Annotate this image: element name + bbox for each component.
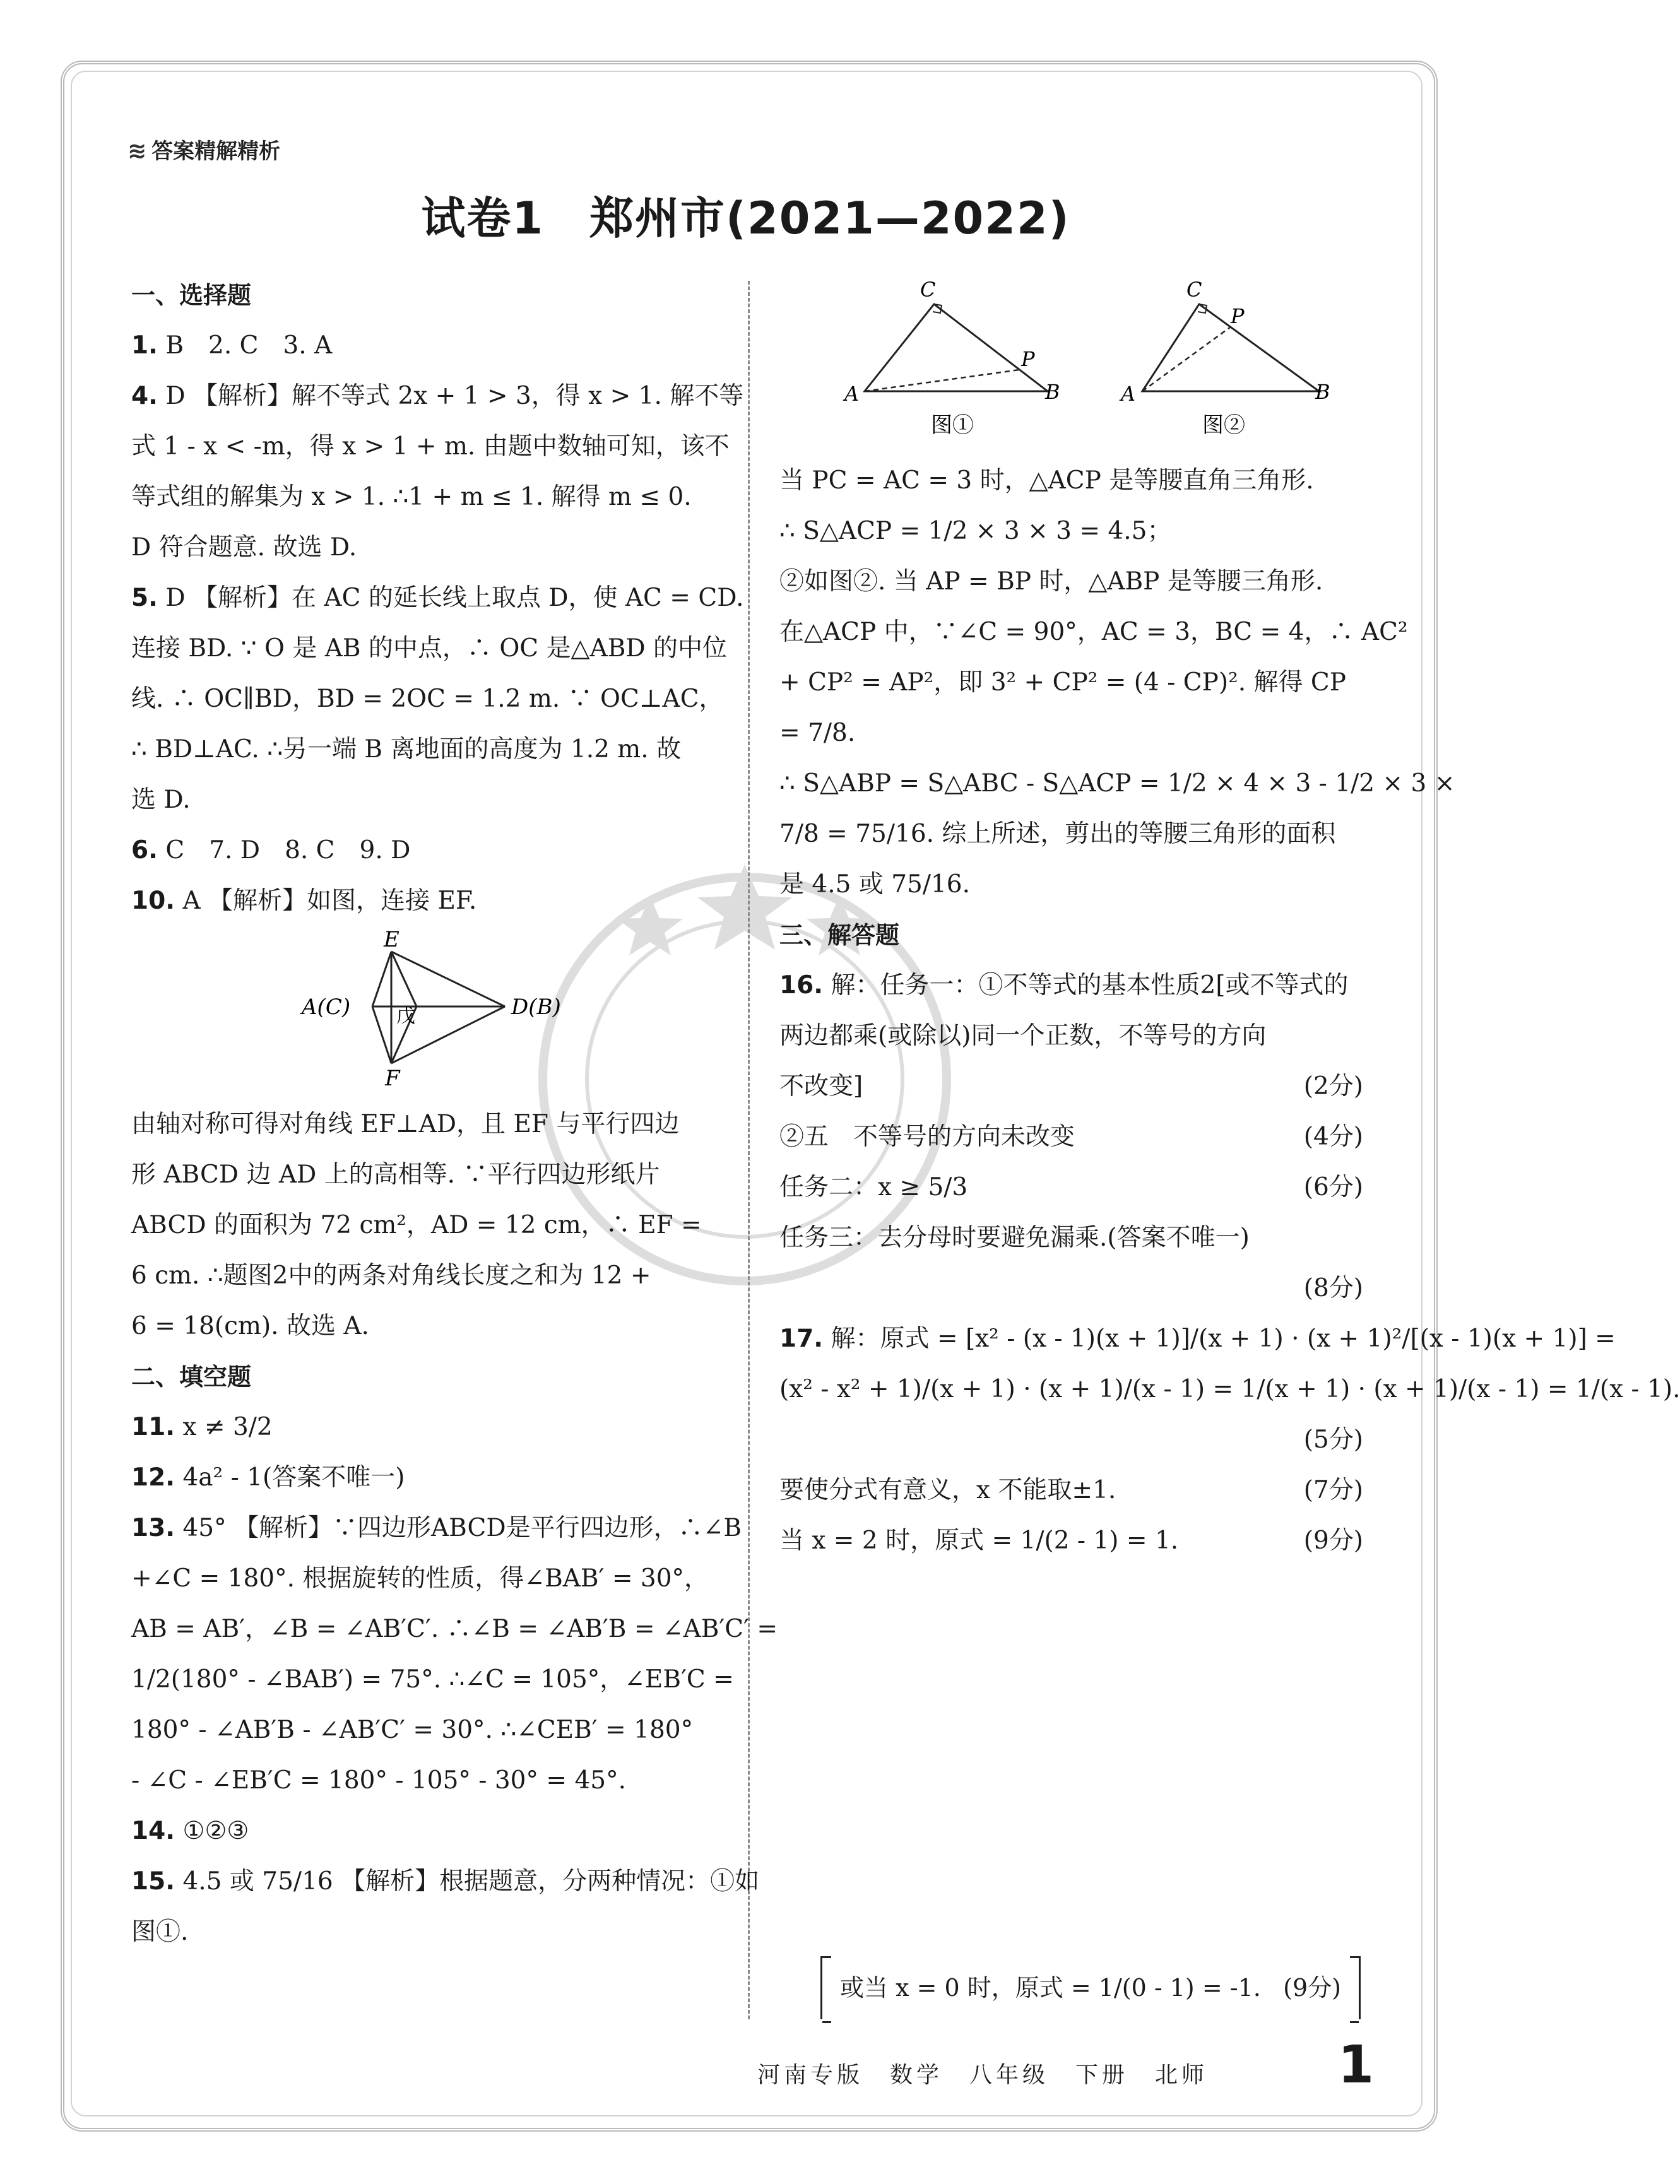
answer-line [779, 1516, 1363, 1566]
fig2-label-B: B [1315, 380, 1330, 404]
answer-line [779, 557, 1363, 607]
answer-text: ∴ S△ABP = S△ABC - S△ACP = 1/2 × 4 × 3 - 1/2 × 3 × [779, 769, 1455, 798]
question-number: 17. [779, 1325, 824, 1353]
answer-line [131, 1453, 718, 1503]
answer-text: 当 x = 2 时，原式 = 1/(2 - 1) = 1. [779, 1526, 1179, 1555]
answer-text: ②如图②. 当 AP = BP 时，△ABP 是等腰三角形. [779, 567, 1323, 596]
section-heading-text: 三、解答题 [779, 921, 900, 949]
score-mark: (5分) [1303, 1426, 1363, 1454]
header-tag [127, 134, 280, 165]
fig1-label-B: B [1045, 380, 1060, 404]
page-number: 1 [1338, 2035, 1375, 2095]
question-number: 11. [131, 1413, 175, 1441]
answer-line [779, 758, 1455, 809]
answer-text: 7/8 = 75/16. 综上所述，剪出的等腰三角形的面积 [779, 820, 1336, 848]
answer-line [131, 623, 728, 674]
answer-line [131, 1856, 760, 1907]
answer-text: 在△ACP 中，∵∠C = 90°，AC = 3，BC = 4，∴ AC² [779, 618, 1408, 646]
answer-line [131, 422, 730, 472]
answer-text: ABCD 的面积为 72 cm²，AD = 12 cm，∴ EF = [131, 1211, 702, 1239]
answer-line [779, 658, 1363, 708]
section-heading [131, 270, 718, 321]
answer-line [131, 1907, 718, 1957]
answer-line [779, 1465, 1363, 1516]
answer-line [131, 522, 718, 573]
left-column-bottom [131, 1099, 778, 1957]
answer-line [131, 1756, 718, 1806]
answer-line [131, 1251, 718, 1301]
answer-line [779, 960, 1363, 1011]
answer-text: 4a² - 1(答案不唯一) [175, 1463, 405, 1492]
answer-text: 线. ∴ OC∥BD，BD = 2OC = 1.2 m. ∵ OC⊥AC， [131, 685, 724, 713]
answer-line [779, 1061, 1363, 1112]
answer-line [779, 1415, 1363, 1465]
alternative-answer-box [820, 1956, 1361, 2019]
answer-line [131, 371, 744, 422]
fig1-label-P: P [1021, 347, 1035, 371]
answer-line [779, 1162, 1363, 1213]
footer-edition: 河南专版 数学 八年级 下册 北师 [757, 2062, 1209, 2088]
answer-line [779, 1011, 1363, 1061]
question-number: 6. [131, 836, 158, 865]
answer-text: D 符合题意. 故选 D. [131, 533, 357, 562]
answer-text: + CP² = AP²，即 3² + CP² = (4 - CP)². 解得 CP [779, 668, 1347, 697]
answer-text: 等式组的解集为 x > 1. ∴1 + m ≤ 1. 解得 m ≤ 0. [131, 483, 692, 511]
answer-text: 解：任务一：①不等式的基本性质2[或不等式的 [823, 971, 1349, 1000]
question-number: 5. [131, 584, 158, 612]
answer-text: 两边都乘(或除以)同一个正数，不等号的方向 [779, 1022, 1267, 1050]
answer-line [779, 859, 1363, 910]
question-number: 12. [131, 1463, 175, 1492]
answer-text: A 【解析】如图，连接 EF. [175, 887, 477, 915]
answer-text: D 【解析】解不等式 2x + 1 > 3，得 x > 1. 解不等 [157, 382, 744, 410]
answer-line [131, 1604, 778, 1655]
answer-line [779, 1112, 1363, 1162]
header-tag-text: 答案精解精析 [151, 139, 281, 164]
answer-line [131, 876, 718, 926]
answer-text: 任务二：x ≥ 5/3 [779, 1173, 968, 1201]
wave-icon: ≋ [127, 138, 147, 164]
answer-text: (x² - x² + 1)/(x + 1) · (x + 1)/(x - 1) = 1/(x + 1) · (x + 1)/(x - 1) = 1/(x - 1). [779, 1375, 1680, 1403]
answer-text: 4.5 或 75/16 【解析】根据题意，分两种情况：①如 [175, 1867, 760, 1896]
kite-label-A: A(C) [302, 995, 351, 1020]
alternative-answer-text: 或当 x = 0 时，原式 = 1/(0 - 1) = -1. [840, 1974, 1261, 2002]
triangle-figures [833, 278, 1351, 448]
answer-text: - ∠C - ∠EB′C = 180° - 105° - 30° = 45°. [131, 1766, 626, 1795]
answer-line [131, 321, 718, 371]
question-number: 16. [779, 971, 824, 1000]
fig1-caption: 图① [931, 413, 974, 438]
answer-line [779, 1364, 1680, 1415]
kite-label-E: E [384, 927, 399, 952]
figure-1 [843, 278, 1060, 438]
score-mark: (8分) [1303, 1274, 1363, 1302]
answer-text: 是 4.5 或 75/16. [779, 870, 971, 899]
question-number: 1. [131, 331, 158, 360]
alternative-answer-score: (9分) [1283, 1974, 1341, 2002]
answer-line [131, 1150, 718, 1200]
fig1-label-C: C [920, 278, 936, 302]
kite-label-D: D(B) [511, 995, 561, 1020]
answer-line [131, 674, 724, 724]
answer-line [131, 775, 718, 825]
column-divider [748, 281, 750, 2019]
question-number: 4. [131, 382, 158, 410]
answer-text: 式 1 - x < -m，得 x > 1 + m. 由题中数轴可知，该不 [131, 432, 730, 461]
fig2-label-C: C [1186, 278, 1202, 302]
answer-line [131, 472, 718, 522]
kite-figure [297, 927, 593, 1091]
answer-line [131, 724, 718, 775]
right-column [779, 456, 1680, 1566]
answer-text: 当 PC = AC = 3 时，△ACP 是等腰直角三角形. [779, 466, 1314, 495]
answer-text: 180° - ∠AB′B - ∠AB′C′ = 30°. ∴∠CEB′ = 180° [131, 1716, 694, 1744]
answer-text: 不改变] [779, 1072, 863, 1101]
answer-line [779, 1263, 1363, 1314]
answer-line [779, 708, 1363, 758]
fig2-label-A: A [1121, 382, 1136, 406]
fig2-caption: 图② [1202, 413, 1245, 438]
question-number: 13. [131, 1514, 175, 1542]
score-mark: (4分) [1303, 1123, 1363, 1151]
answer-text: B 2. C 3. A [157, 331, 333, 360]
answer-line [779, 1213, 1363, 1263]
section-heading-text: 二、填空题 [131, 1363, 252, 1391]
answer-text: 选 D. [131, 786, 191, 814]
answer-line [779, 506, 1363, 557]
answer-text: 45° 【解析】∵四边形ABCD是平行四边形，∴∠B [175, 1514, 742, 1542]
figure-2 [1119, 278, 1330, 438]
answer-text: ①②③ [175, 1817, 249, 1845]
answer-text: = 7/8. [779, 719, 856, 747]
page-title: 试卷1 郑州市(2021—2022) [421, 192, 1070, 244]
section-heading [131, 1352, 718, 1402]
answer-text: 由轴对称可得对角线 EF⊥AD，且 EF 与平行四边 [131, 1110, 680, 1138]
answer-line [131, 825, 718, 876]
score-mark: (7分) [1303, 1476, 1363, 1504]
answer-line [779, 809, 1363, 859]
answer-line [131, 1503, 742, 1554]
answer-line [131, 1099, 718, 1150]
answer-line [131, 1705, 718, 1756]
left-column-top [131, 270, 744, 926]
answer-text: ②五 不等号的方向未改变 [779, 1123, 1075, 1151]
answer-text: AB = AB′，∠B = ∠AB′C′. ∴∠B = ∠AB′B = ∠AB′C′ = [131, 1615, 778, 1643]
question-number: 14. [131, 1817, 175, 1845]
answer-text: 图①. [131, 1918, 189, 1946]
answer-text: 解：原式 = [x² - (x - 1)(x + 1)]/(x + 1) · (x + 1)²/[(x - 1)(x + 1)] = [823, 1325, 1616, 1353]
answer-line [779, 456, 1363, 506]
answer-text: x ≠ 3/2 [175, 1413, 273, 1441]
answer-line [779, 1314, 1616, 1364]
score-mark: (9分) [1303, 1526, 1363, 1555]
question-number: 15. [131, 1867, 175, 1896]
question-number: 10. [131, 887, 175, 915]
answer-line [131, 1806, 718, 1856]
score-mark: (2分) [1303, 1072, 1363, 1101]
answer-text: 形 ABCD 边 AD 上的高相等. ∵平行四边形纸片 [131, 1160, 660, 1189]
answer-line [131, 573, 744, 623]
answer-text: 任务三：去分母时要避免漏乘.(答案不唯一) [779, 1224, 1250, 1252]
answer-text: 要使分式有意义，x 不能取±1. [779, 1476, 1116, 1504]
answer-line [131, 1554, 718, 1604]
score-mark: (6分) [1303, 1173, 1363, 1201]
answer-line [131, 1301, 718, 1352]
answer-line [131, 1402, 718, 1453]
answer-text: ∴ S△ACP = 1/2 × 3 × 3 = 4.5； [779, 517, 1172, 545]
answer-line [779, 607, 1408, 658]
answer-text: +∠C = 180°. 根据旋转的性质，得∠BAB′ = 30°， [131, 1564, 709, 1593]
answer-text: 6 = 18(cm). 故选 A. [131, 1312, 369, 1340]
answer-line [131, 1655, 734, 1705]
section-heading [779, 910, 1363, 960]
fig2-label-P: P [1231, 304, 1245, 328]
fig1-label-A: A [844, 382, 860, 406]
kite-label-mid: 戊 [396, 1005, 415, 1027]
section-heading-text: 一、选择题 [131, 281, 252, 309]
answer-text: 连接 BD. ∵ O 是 AB 的中点，∴ OC 是△ABD 的中位 [131, 634, 728, 663]
answer-text: D 【解析】在 AC 的延长线上取点 D，使 AC = CD. [157, 584, 744, 612]
answer-text: ∴ BD⊥AC. ∴另一端 B 离地面的高度为 1.2 m. 故 [131, 735, 682, 764]
kite-label-F: F [385, 1066, 400, 1091]
answer-text: 6 cm. ∴题图2中的两条对角线长度之和为 12 + [131, 1261, 651, 1290]
answer-text: C 7. D 8. C 9. D [157, 836, 411, 865]
answer-line [131, 1200, 718, 1251]
answer-text: 1/2(180° - ∠BAB′) = 75°. ∴∠C = 105°，∠EB′C = [131, 1665, 734, 1694]
